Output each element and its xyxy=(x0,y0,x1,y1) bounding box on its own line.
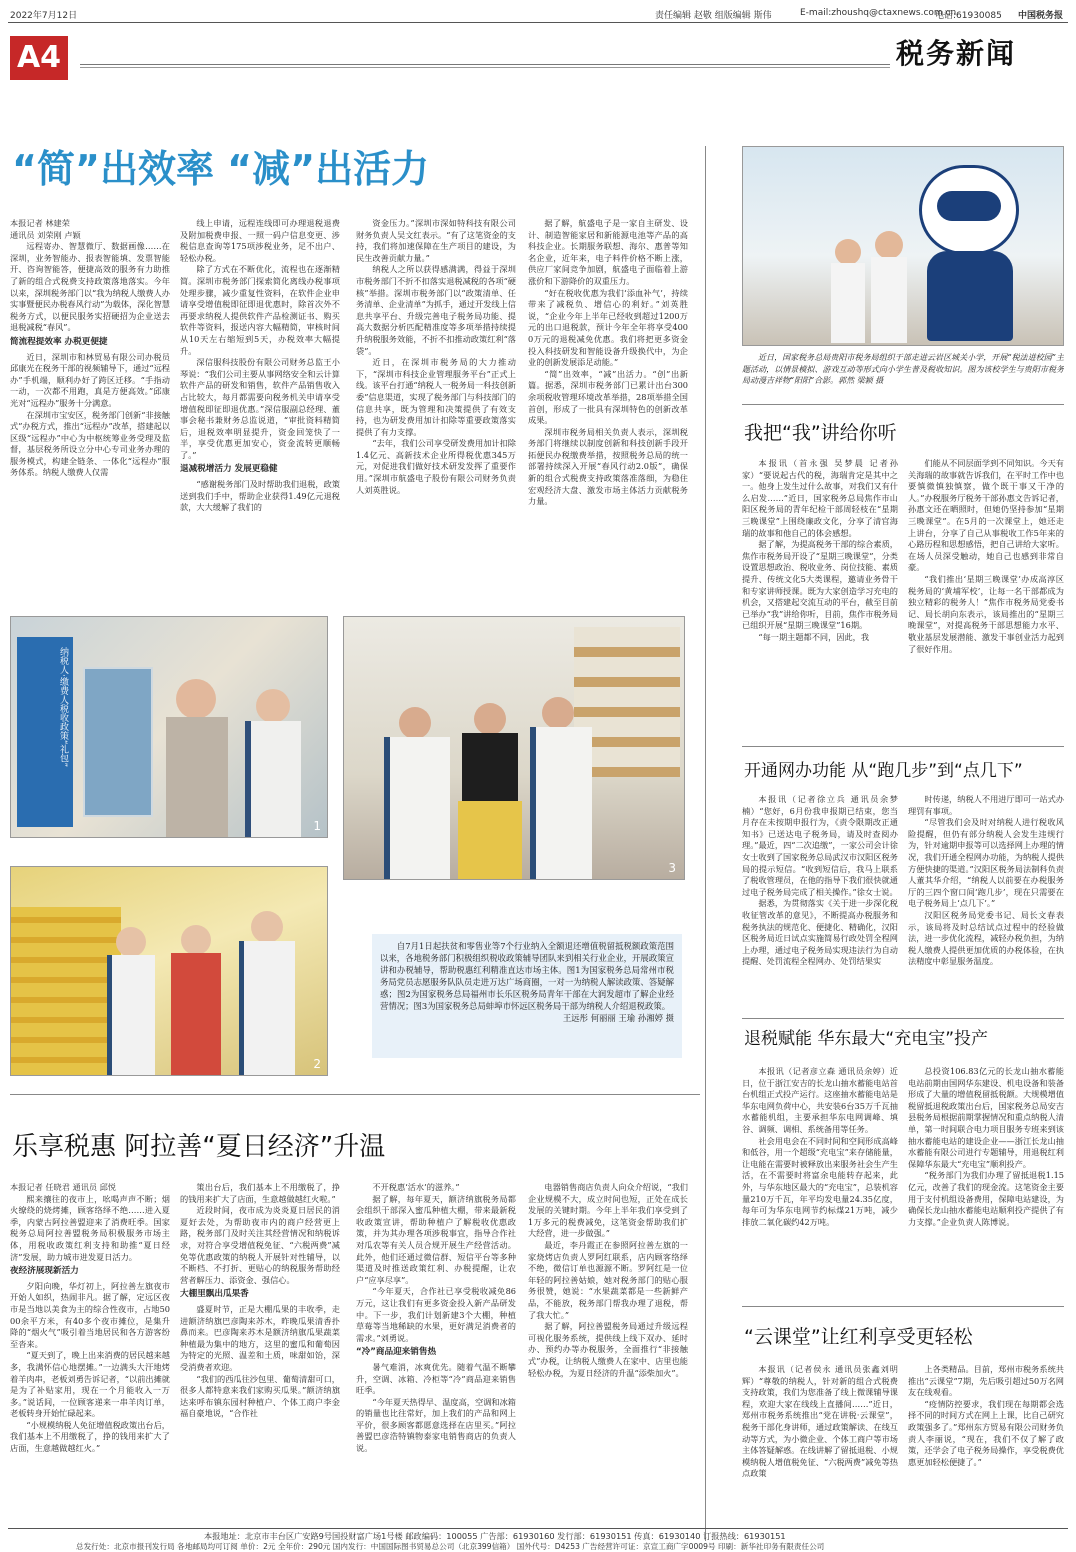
paragraph: 本报讯（记者徐立兵 通讯员余梦楠）“您好，6月份我申报期已结束，您当月存在未按期申报行为，《责令限期改正通知书》已送达电子税务局，请及时查阅办理。”最近，四“二次追缴”，一家公司会计徐女士收到了国家税务总局武汉市汉阳区税务局的提示短信。“收到短信后，我马上联系了税收管理员，在他的指导下我们很快就通过电子税务局完成了相关操作。”徐女士说。 xyxy=(742,794,898,897)
photo-number: 3 xyxy=(668,861,676,875)
photo-1 xyxy=(10,616,328,838)
paragraph: 据了解，阿拉善盟税务局通过升级远程可视化服务系统，提供线上线下双办、延时办、预约办等办税服务，全面推行“非接触式”办税，让纳税人缴费人在家中、店里也能轻松办税，为夏日经济的升温“添柴加火”。 xyxy=(528,1321,688,1378)
subheading: 简流程提效率 办税更便捷 xyxy=(10,336,108,347)
story2-col1 xyxy=(10,1182,170,1522)
photo-credit: 王远彤 何丽丽 王瑜 孙湘婷 摄 xyxy=(562,1013,674,1023)
subheading: 夜经济展现新活力 xyxy=(10,1266,79,1277)
person-head xyxy=(116,927,146,957)
paragraph: 汉阳区税务局党委书记、局长文春表示，该局将及时总结试点过程中的经验做法，进一步优化流程，减轻办税负担，为纳税人缴费人提供更加优质的办税体验，在执法精度中彰显服务温度。 xyxy=(908,909,1064,967)
section-title: 税务新闻 xyxy=(896,37,1017,70)
byline: 本报记者 林建荣 xyxy=(10,218,70,228)
person-head xyxy=(176,679,216,719)
paragraph: “我们的西瓜往沙包里、葡萄清甜可口，很多人都特意来我们家购买瓜果。”额济纳旗达来呼布镇东园村种植户、个体工商户李金福自豪地说，“合作社 xyxy=(180,1373,340,1419)
mascot-photo xyxy=(742,146,1064,346)
officer-uniform xyxy=(384,737,450,880)
byline: 通讯员 刘荣刚 卢颖 xyxy=(10,229,81,240)
paragraph: “我们推出‘星期三晚课堂’办成高淳区税务局的‘黄埔军校’，让每一名干部都成为独立精彩的税务人！”焦作市税务局党委书记、局长胡向东表示，该局推出的“星期三晚课堂”，对提高税务干部思想能力水平、敬业基层发展潜能、激发干事创业活力起到了很好作用。 xyxy=(908,573,1064,654)
r2-col1 xyxy=(742,794,898,1012)
banner-text: 纳税人·缴费人税收政策“礼包” xyxy=(58,647,68,768)
officer-uniform xyxy=(107,955,155,1075)
photo-2 xyxy=(10,866,328,1076)
photo-caption-box xyxy=(372,934,682,1058)
paragraph: “疫情防控要求，我们现在每期都会选择不同的时间方式在网上上课，比自己研究政策强多了。”郑州东方贸易有限公司财务负责人李丽说，“现在，我们不仅了解了政策，还学会了电子税务局操作，享受税费优惠更加轻松便捷了。” xyxy=(908,1398,1064,1467)
paragraph: 电器销售商店负责人向众介绍说，“我们企业规模不大，成立时间也短，正处在成长发展的关键时期。今年上半年我们享受到了1万多元的税费减免，这笔资金帮助我们扩大经营，进一步做强。” xyxy=(528,1182,688,1239)
paragraph: “每一期主题都不同，因此，我 xyxy=(758,631,870,642)
r3-col1 xyxy=(742,1066,898,1298)
person-head xyxy=(251,911,283,943)
paragraph: 据了解，为提高税务干部的综合素质，焦作市税务局开设了“星期三晚课堂”，分类设置思想政治、税收业务、岗位技能、素质提升、传统文化5大类课程，邀请业务骨干和专家讲师授课。既为大家创造学习充电的机会，又搭建起交流互动的平台，截至目前已举办“我”讲给你听，目前，焦作市税务局已组织开展“星期三晚课堂”16期。 xyxy=(742,539,898,631)
mascot-body xyxy=(927,251,1013,341)
r3-col2 xyxy=(908,1066,1064,1298)
paper-name: 中国税务报 xyxy=(1018,11,1064,21)
fruit-shelf xyxy=(11,907,121,1076)
paragraph: “感谢税务部门及时帮助我们退税，政策送到我们手中，帮助企业获得1.49亿元退税款，大大缓解了我们的 xyxy=(180,479,340,513)
subheading: “冷”商品迎来销售热 xyxy=(356,1347,437,1358)
story2-col3 xyxy=(356,1182,516,1522)
person-head xyxy=(181,925,211,955)
paragraph: 据了解，航盛电子是一家自主研发、设计、制造智能家居和新能源电池等产品的高科技企业。长期服务联想、海尔、惠普等知名企业，近年来，电子料件价格不断上涨，供应厂家间竞争加剧，航盛电子面临着上游涨价和下游降价的双重压力。 xyxy=(528,218,688,286)
paragraph: “今年夏天热得早、温度高，空调和冰箱的销量也比往常好，加上我们的产品和网上平价，很多顾客都愿意选择在店里买。”阿拉善盟巴彦浩特镇物泰家电销售商店的负责人说。 xyxy=(356,1396,516,1454)
r4-col1 xyxy=(742,1364,898,1522)
person-head xyxy=(835,239,861,265)
paragraph: 最近，李丹霞正在参照阿拉善左旗的一家烧烤店负责人罗阿红联系，店内顾客络绎不绝，微信订单也源源不断。罗阿红是一位年轻的阿拉善姑娘，她对税务部门的贴心服务很赞，她说：“水果蔬菜都是一些新鲜产品，不能放，税务部门帮我办理了退税，帮了我大忙。” xyxy=(528,1239,688,1320)
r1-col1 xyxy=(742,458,898,738)
display-screen xyxy=(83,667,153,817)
paragraph: 暑气难消，冰爽优先。随着气温不断攀升，空调、冰箱、冷柜等“冷”商品迎来销售旺季。 xyxy=(356,1361,516,1396)
page-number: A4 xyxy=(10,36,68,80)
paragraph: 深圳市税务局相关负责人表示，深圳税务部门将继续以制度创新和科技创新手段开拓便民办税缴费举措，按照税务总局的统一部署持续深入开展“春风行动2.0版”，确保新的组合式税费支持政策落准落细，为稳住宏观经济大盘、激发市场主体活力贡献税务力量。 xyxy=(528,426,688,507)
story2-col4 xyxy=(528,1182,688,1522)
student xyxy=(871,257,907,343)
issue-date: 2022年7月12日 xyxy=(10,11,78,21)
photo-3 xyxy=(343,616,685,880)
paragraph: 线上申请，远程连线即可办理退税退费及附加税费申报、一照一码户信息变更、涉税信息查询等175项涉税业务，足不出户、轻松办税。 xyxy=(180,218,340,263)
staff-vest xyxy=(171,953,221,1075)
paragraph: “好在税收优惠为我们‘添血补气’，持续带来了减税负、增信心的利好。”刘英胜说，“企业今年上半年已经收到超过1200万元的出口退税款，预计今年全年将享受4000万元的退税减免优惠。我们将把更多资金投入科技研发和智能设备升级换代中，为企业的创新发展添足动能。” xyxy=(528,287,688,368)
officer-uniform xyxy=(245,721,301,837)
photo-number: 2 xyxy=(313,1057,321,1071)
paragraph: 时传递，纳税人不用进厅即可一站式办理罚有事项。 xyxy=(908,794,1064,816)
r2-headline: 开通网办功能 从“跑几步”到“点几下” xyxy=(744,761,1023,781)
paragraph: 近段时间，夜市成为炎炎夏日居民的消夏好去处，为帮助夜市内的商户经营更上路，税务部门及时关注其经营情况和纳税诉求，对符合享受增值税免征、“六税两费”减免等优惠政策的纳税人开展针对性辅导，以不断档、不打折、更贴心的纳税服务帮助经营者解压力、添资金、强信心。 xyxy=(180,1205,340,1285)
person-head xyxy=(474,703,506,735)
subheading: 大棚里飘出瓜果香 xyxy=(180,1289,249,1300)
paragraph: 们能从不同层面学到不同知识。今天有关海瑞的故事就告诉我们，在平时工作中也要慎微慎独慎察，做个既干事又干净的人。”办税服务厅税务干部孙惠文告诉记者，孙惠文还在晒照时，但她仍坚持参加“星期三晚课堂”。在5月的一次课堂上，她还走上讲台，分享了自己从事税收工作5年来的心路历程和思想感悟，把自己讲给大家听。在场人员深受触动，她自己也感到非常自豪。 xyxy=(908,458,1064,573)
person-head xyxy=(256,689,290,723)
story2-headline: 乐享税惠 阿拉善“夏日经济”升温 xyxy=(12,1132,386,1162)
r1-headline: 我把“我”讲给你听 xyxy=(744,422,897,444)
paragraph: 本报讯（记者彦立森 通讯员余婷）近日，位于浙江安吉的长龙山抽水蓄能电站首台机组正式投产运行。这座抽水蓄能电站是华东电网负荷中心，共安装6台35万千瓦抽水蓄能机组，主要承担华东电网调峰、填谷、调频、调相、系统备用等任务。 xyxy=(742,1066,898,1134)
mascot-visor xyxy=(937,191,1001,221)
person-head xyxy=(542,697,574,729)
byline: 本报记者 任晓君 通讯员 邱悦 xyxy=(10,1182,117,1192)
paragraph: 据了解，每年夏天，额济纳旗税务局都会组织干部深入蜜瓜种植大棚，带来最新税收政策宣讲，帮助种植户了解税收优惠政策，并为其办理各项涉税事宜，指导合作社对瓜农等有关人员合规开展生产经营活动。此外，他们还通过微信群、短信平台等多种渠道及时推送政策红利、办税提醒，让农户“应享尽享”。 xyxy=(356,1193,516,1285)
customer-skirt xyxy=(458,801,522,880)
paragraph: 除了方式在不断优化，流程也在逐渐精简。深圳市税务部门探索简化离线办税事项处理步骤，减少重复性资料，在软件企业申请享受增值税即征即退优惠时，除首次外不再要求纳税人提供软件产品检测证书、购买软件等资料，报送内容大幅精简，审核时间从10天左右缩短到5天，办税效率大幅提升。 xyxy=(180,264,340,356)
person-body xyxy=(166,717,228,837)
paragraph: 近日，深圳市和林贸易有限公司办税员邱康光在税务干部的视频辅导下，通过“远程办”手机端，顺利办好了跨区迁移。“手指动一动，一次都不用跑，真是方便高效。”邱康光对“远程办”服务十分满意。 xyxy=(10,351,170,408)
footer-line-2: 总发行处：北京市报刊发行局 各地邮局均可订阅 单价：2元 全年价：290元 国内发行：中国国际图书贸易总公司（北京399信箱） 国外代号：D4253 广告经营许可证：京宣工商广字0009号 印刷：新华社印务有限责任公司 xyxy=(76,1542,825,1551)
paragraph: “尽管我们会及时对纳税人进行税收风险提醒，但仍有部分纳税人会发生违规行为，针对逾期申报等可以选择网上办理的情况，我们开通全程网办功能，为纳税人提供方便快捷的渠道。”汉阳区税务局法制科负责人董其华介绍，“纳税人以前要在办税服务厅的三四个窗口间‘跑几步’，现在只需要在电子税务局上‘点几下’。” xyxy=(908,817,1064,909)
paragraph: “今年夏天，合作社已享受税收减免86万元，这让我们有更多资金投入新产品研发中。下一步，我们计划新建3个大棚，种植草莓等当地稀缺的水果，更好满足消费者的需求。”刘勇说。 xyxy=(356,1286,516,1343)
r1-col2 xyxy=(908,458,1064,738)
customer-top xyxy=(462,733,518,803)
paragraph: “税务部门为我们办理了留抵退税1.15亿元，改善了我们的现金流。这笔资金主要用于支付机组设备费用，保障电站建设，为确保长龙山抽水蓄能电站顺利投产提供了有力支撑。”企业负责人陈博说。 xyxy=(908,1170,1064,1227)
story1-headline: “简”出效率 “减”出活力 xyxy=(12,147,430,191)
paragraph: 策出台后，我们基本上不用缴税了，挣的钱用来扩大了店面，生意越做越红火啦。” xyxy=(180,1182,340,1204)
footer-line-1: 本报地址：北京市丰台区广安路9号国投财富广场1号楼 邮政编码：100055 广告部：61930160 发行部：61930151 传真：61930140 订报热线：61930151 xyxy=(204,1531,786,1541)
paragraph: “小规模纳税人免征增值税政策出台后，我们基本上不用缴税了，挣的钱用来扩大了店面，生意越做越红火。” xyxy=(10,1419,170,1454)
editor-credits: 责任编辑 赵敬 组版编辑 斯伟 xyxy=(655,11,772,21)
person-head xyxy=(399,707,431,739)
paragraph: 熙来攘往的夜市上，吆喝声声不断；烟火缭绕的烧烤摊，顾客络绎不绝……进入夏季，内蒙古阿拉善盟迎来了消费旺季。国家税务总局阿拉善盟税务局积极服务市场主体，用税收政策红利支持和助推“夏日经济”发展，助力城市进发夏日活力。 xyxy=(10,1193,170,1262)
paragraph: “去年，我们公司享受研发费用加计扣除1.4亿元、高新技术企业所得税优惠345万元，对促进我们做好技术研发发挥了重要作用。”深圳市航盛电子股份有限公司财务负责人刘英胜说。 xyxy=(356,438,516,495)
paragraph: 本报讯（记者侯永 通讯员张鑫刘明辉）“尊敬的纳税人，针对新的组合式税费支持政策，我们为您准备了线上微课辅导课程，欢迎大家在线线上直播间……”近日，郑州市税务系统推出“党在讲税·云课堂”，税务干部化身讲师，通过政策解读、在线互动等方式，为小微企业、个体工商户等市场主体答疑解惑。在线讲解了留抵退税、小规模纳税人增值税免征、“六税两费”减免等热点政策 xyxy=(742,1364,898,1479)
paragraph: 近日，在深圳市税务局的大力推动下，“深圳市科技企业管理服务平台”正式上线。该平台打通“纳税人一税务局一科技创新委”信息渠道，实现了税务部门与科技部门的信息共享，既为管理和决策提供了有效支持，也为研发费用加计扣除等重要政策落实提供了有力支撑。 xyxy=(356,357,516,437)
paragraph: 据悉，为贯彻落实《关于进一步深化税收征管改革的意见》，不断提高办税服务和税务执法的规范化、便捷化、精确化，汉阳区税务局近日试点实施简易行政处罚全程网上办理，通过电子税务局实现违法行为自动提醒、处罚流程全程网办、处罚结果实 xyxy=(742,898,898,967)
mascot-photo-caption-wrap xyxy=(742,352,1064,394)
story1-col4 xyxy=(528,218,688,598)
paragraph: 在深圳市宝安区，税务部门创新“非接触式”办税方式，推出“远程办”改革，搭建起以区级“远程办”中心为中枢统筹业务受理及监督，基层税务所设立分中心专司业务办理的服务模式，构建全链条、一体化“远程办”服务体系。纳税人缴费人仅需 xyxy=(10,409,170,478)
paragraph: 深信服科技股份有限公司财务总监王小琴说：“我们公司主要从事网络安全和云计算软件产品的研发和销售，软件产品销售收入占比较大，每月都需要向税务机关申请享受增值税即征即退优惠。”深信服副总经理、董事会秘书兼财务总监说道，“审批资料精简后，退税效率明显提升，资金回笼快了一半，享受优惠更加安心，资金流转更顺畅了。” xyxy=(180,357,340,460)
paragraph: 纳税人之所以获得感满满，得益于深圳市税务部门不折不扣落实退税减税的各项“硬核”举措。深圳市税务部门以“政策清单、任务清单、企业清单”为抓手，通过开发线上信息共享平台、升级完善电子税务局功能、提高大数据分析匹配精准度等多项举措持续提升纳税服务效能，不折不扣推动政策红利“落袋”。 xyxy=(356,264,516,356)
r4-headline: “云课堂”让红利享受更轻松 xyxy=(744,1326,973,1348)
story1-col3 xyxy=(356,218,516,598)
editor-email: E-mail:zhoushq@ctaxnews.com.cn xyxy=(800,8,957,18)
story1-col1 xyxy=(10,218,170,598)
person-head xyxy=(875,231,903,259)
paragraph: 夕阳向晚，华灯初上，阿拉善左旗夜市开始人如织，热闹非凡。据了解，定远区夜市是当地以美食为主的综合性夜市，占地5000余平方米，有40多个夜市摊位，是集升降的“烟火气”吸引着当地居民和各方游客纷至沓来。 xyxy=(10,1280,170,1349)
paragraph: 社会用电会在不同时间和空间形成高峰和低谷，用一个超级“充电宝”来存储能量，让电能在需要时被释放出来服务社会生产生活，在不需要时将富余电能转存起来，此外，与华东地区最大的“充电宝”，总装机容量210万千瓦，年平均发电量24.35亿度，每年可为华东电网节约标煤21万吨，减少排放二氧化碳约42万吨。 xyxy=(742,1135,898,1227)
paragraph: 资金压力。”深圳市深如特科技有限公司财务负责人吴文红表示。“有了这笔资金的支持，我们将加速保障在生产项目的建设，为民生改善贡献力量。” xyxy=(356,218,516,263)
officer-uniform xyxy=(239,941,295,1075)
paragraph: 不开税惠‘活水’的滋养。” xyxy=(372,1182,460,1192)
photo-number: 1 xyxy=(313,819,321,833)
paragraph: 远程寄办、智慧微厅、数据画像……在深圳，业务智能办、报表智能填、发票智能开、咨询智能答，便捷高效的服务有力助推了新的组合式税费支持政策落地落实。今年以来，深圳税务部门以“我为纳税人缴费人办实事暨便民办税春风行动”为载体，深化智慧税务方式，以便民服务实招硬招为企业送去退税减税“春风”。 xyxy=(10,241,170,333)
paragraph: 上各类精品。目前，郑州市税务系统共推出“云课堂”7期，先后吸引超过50万名网友在线观看。 xyxy=(908,1364,1064,1398)
r4-col2 xyxy=(908,1364,1064,1522)
officer-uniform xyxy=(530,727,592,880)
editor-phone: 电话:61930085 xyxy=(935,11,1002,21)
paragraph: 总投资106.83亿元的长龙山抽水蓄能电站前期由国网华东建设、机电设备和装备形成了大量的增值税留抵税额。大规模增值税留抵退税政策出台后，国家税务总局安吉县税务局根据前期掌握情况和重点纳税人清单，第一时间联合电力项目服务专班来到该抽水蓄能电站的建设企业——浙江长龙山抽水蓄能有限公司进行专题辅导，用退税红利保障华东最大“充电宝”顺利投产。 xyxy=(908,1066,1064,1169)
paragraph: “简”出效率，“减”出活力。“创”出新篇。据悉，深圳市税务部门已累计出台300余项税收管理环境改革举措，28项举措全国首创，形成了一批具有深圳特色的创新改革成果。 xyxy=(528,368,688,426)
student xyxy=(831,263,865,343)
story2-col2 xyxy=(180,1182,340,1522)
photo-caption: 自7月1日起扶贫和零售业等7个行业纳入全额退还增值税留抵税额政策范围以来，各地税务部门积极组织税收政策辅导团队来到相关行业企业，开展政策宣讲和办税辅导，帮助税惠红利精准直达市场主体。图1为国家税务总局常州市税务局党员志愿服务队队员走进万达广场商圈，一对一为纳税人解读政策、答疑解惑；图2为国家税务总局福州市长乐区税务局青年干部在大润发超市了解企业经营情况；图3为国家税务总局蚌埠市怀远区税务局干部为纳税人介绍退税政策。 xyxy=(380,941,674,1011)
paragraph: 本报讯（首永强 吴梦晨 记者孙家）“要说起古代的税，海瑞肯定是其中之一。他身上发生过什么故事，对我们又有什么启发……”近日，国家税务总局焦作市山阳区税务局的青年纪检干部周轻枝在“星期三晚课堂”上围绕廉政文化，分享了清官海瑞的故事和他自己的体会感想。 xyxy=(742,458,898,538)
r2-col2 xyxy=(908,794,1064,1012)
paragraph: 盛夏时节，正是大棚瓜果的丰收季，走进额济纳旗巴彦陶来苏木，昨晚瓜果清香扑鼻而来。巴彦陶来苏木是额济纳旗瓜果蔬菜种植最为集中的地方，这里的蜜瓜和葡萄因为特定的光照、温差和土质，味甜如饴，深受消费者欢迎。 xyxy=(180,1303,340,1372)
mascot-photo-caption: 近日，国家税务总局贵阳市税务局组织干部走进云岩区城关小学，开展“税法进校园”主题活动，以情景模拟、游戏互动等形式向小学生普及税收知识。图为该校学生与贵阳市税务局动漫吉祥物“阳阳”合影。郭然 梁颖 摄 xyxy=(742,353,1064,385)
story1-col2 xyxy=(180,218,340,598)
paragraph: “夏天到了，晚上出来消费的居民越来越多，我满怀信心地摆摊。”一边满头大汗地烤着羊肉串，老板刘勇告诉记者，“以前出摊就是为了补贴家用，现在一个月能收入一万多。”说话间，一位顾客递来一串羊肉订单，老板转身开始忙碌起来。 xyxy=(10,1350,170,1419)
r3-headline: 退税赋能 华东最大“充电宝”投产 xyxy=(744,1029,989,1049)
subheading: 退减税增活力 发展更稳健 xyxy=(180,464,278,475)
